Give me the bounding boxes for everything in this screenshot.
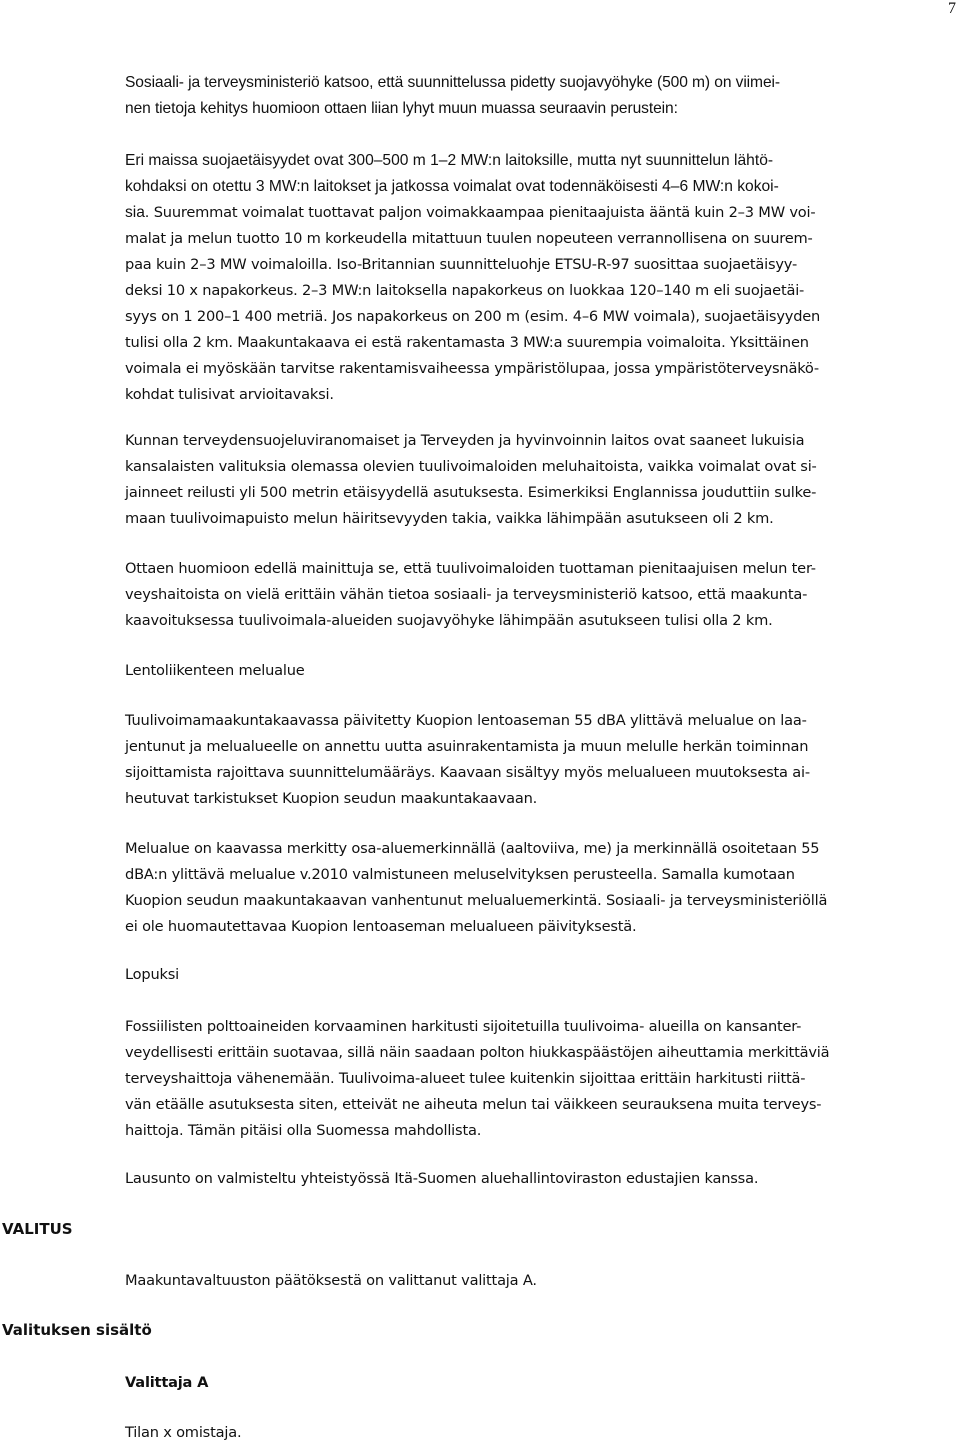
paragraph-appeal: Maakuntavaltuuston päätöksestä on valittanut valittaja A. (125, 1272, 537, 1289)
paragraph-distances-part1: Eri maissa suojaetäisyydet ovat 300–500 m 1–2 MW:n laitoksille, mutta nyt suunnittelun lähtö- kohdaksi on otettu 3 MW:n laitokset ja jatkossa voimalat ovat todennäköisesti 4–6 MW:n kokoi- sia. (125, 152, 779, 221)
paragraph-prepared: Lausunto on valmisteltu yhteistyössä Itä-Suomen aluehallintoviraston edustajien kanssa. (125, 1170, 759, 1187)
heading-lentoliikenne: Lentoliikenteen melualue (125, 662, 305, 679)
paragraph-owner: Tilan x omistaja. (125, 1424, 242, 1441)
paragraph-conclusion-2km: Ottaen huomioon edellä mainittuja se, että tuulivoimaloiden tuottaman pienitaajuisen melun ter- veyshaitoista on vielä erittäin vähän tietoa sosiaali- ja terveysministeriö katsoo, että maakunta- kaavoituksessa tuulivoimala-alueiden suojavyöhyke lähimpään asutukseen tulisi olla 2 km. (125, 560, 816, 629)
paragraph-complaints: Kunnan terveydensuojeluviranomaiset ja Terveyden ja hyvinvoinnin laitos ovat saaneet lukuisia kansalaisten valituksia olemassa olevien tuulivoimaloiden meluhaitoista, vaikka voimalat ovat si- jainneet reilusti yli 500 metrin etäisyydellä asutuksesta. Esimerkiksi Englannissa jouduttiin sulke- maan tuulivoimapuisto melun häiritsevyyden takia, vaikka lähimpään asutukseen oli 2 km. (125, 432, 817, 527)
paragraph-airport-noise: Tuulivoimamaakuntakaavassa päivitetty Kuopion lentoaseman 55 dBA ylittävä melualue on laa- jentunut ja melualueelle on annettu uutta asuinrakentamista ja muun melulle herkän toiminnan sijoittamista rajoittava suunnittelumääräys. Kaavaan sisältyy myös melualueen muutoksesta ai- heutuvat tarkistukset Kuopion seudun maakuntakaavaan. (125, 712, 810, 807)
paragraph-distances-part2: Suuremmat voimalat tuottavat paljon voimakkaampaa pienitaajuista ääntä kuin 2–3 MW voi- malat ja melun tuotto 10 m korkeudella mitattuun tuulen nopeuteen verrannollisena on suurem- paa kuin 2–3 MW voimaloilla. Iso-Britannian suunnitteluohje ETSU-R-97 suosittaa suojaetäisyy- deksi 10 x napakorkeus. 2–3 MW:n laitoksella napakorkeus on luokkaa 120–140 m eli suojaetäi- syys on 1 200–1 400 metriä. Jos napakorkeus on 200 m (esim. 4–6 MW voimala), suojaetäisyyden tulisi olla 2 km. Maakuntakaava ei estä rakentamasta 3 MW:a suurempia voimaloita. Yksittäinen voimala ei myöskään tarvitse rakentamisvaiheessa ympäristölupaa, jossa ympäristöterveysnäkö- kohdat tulisivat arvioitavaksi. (125, 204, 821, 403)
side-heading-valitus: VALITUS (2, 1220, 73, 1238)
paragraph-noise-marking: Melualue on kaavassa merkitty osa-aluemerkinnällä (aaltoviiva, me) ja merkinnällä osoitetaan 55 dBA:n ylittävä melualue v.2010 valmistuneen meluselvityksen perusteella. Samalla kumotaan Kuopion seudun maakuntakaavan vanhentunut melualuemerkintä. Sosiaali- ja terveysministeriöllä ei ole huomautettavaa Kuopion lentoaseman melualueen päivityksestä. (125, 840, 828, 935)
paragraph-distances (125, 148, 957, 408)
heading-lopuksi: Lopuksi (125, 966, 180, 983)
heading-valittaja-a: Valittaja A (125, 1374, 209, 1391)
side-heading-valituksen-sisalto: Valituksen sisältö (2, 1321, 152, 1339)
paragraph-intro: Sosiaali- ja terveysministeriö katsoo, että suunnittelussa pidetty suojavyöhyke (500 m) on viimei- nen tietoja kehitys huomioon ottaen liian lyhyt muun muassa seuraavin perustein: (125, 74, 780, 117)
paragraph-final: Fossiilisten polttoaineiden korvaaminen harkitusti sijoitetuilla tuulivoima- alueilla on kansanter- veydellisesti erittäin suotavaa, sillä näin saadaan polton hiukkaspäästöjen aiheuttamia merkittäviä terveyshaittoja vähenemään. Tuulivoima-alueet tulee kuitenkin sijoittaa erittäin harkitusti riittä- vän etäälle asutuksesta siten, etteivät ne aiheuta melun tai väikkeen seurauksena muita terveys- haittoja. Tämän pitäisi olla Suomessa mahdollista. (125, 1018, 830, 1139)
page-number: 7 (948, 0, 956, 17)
